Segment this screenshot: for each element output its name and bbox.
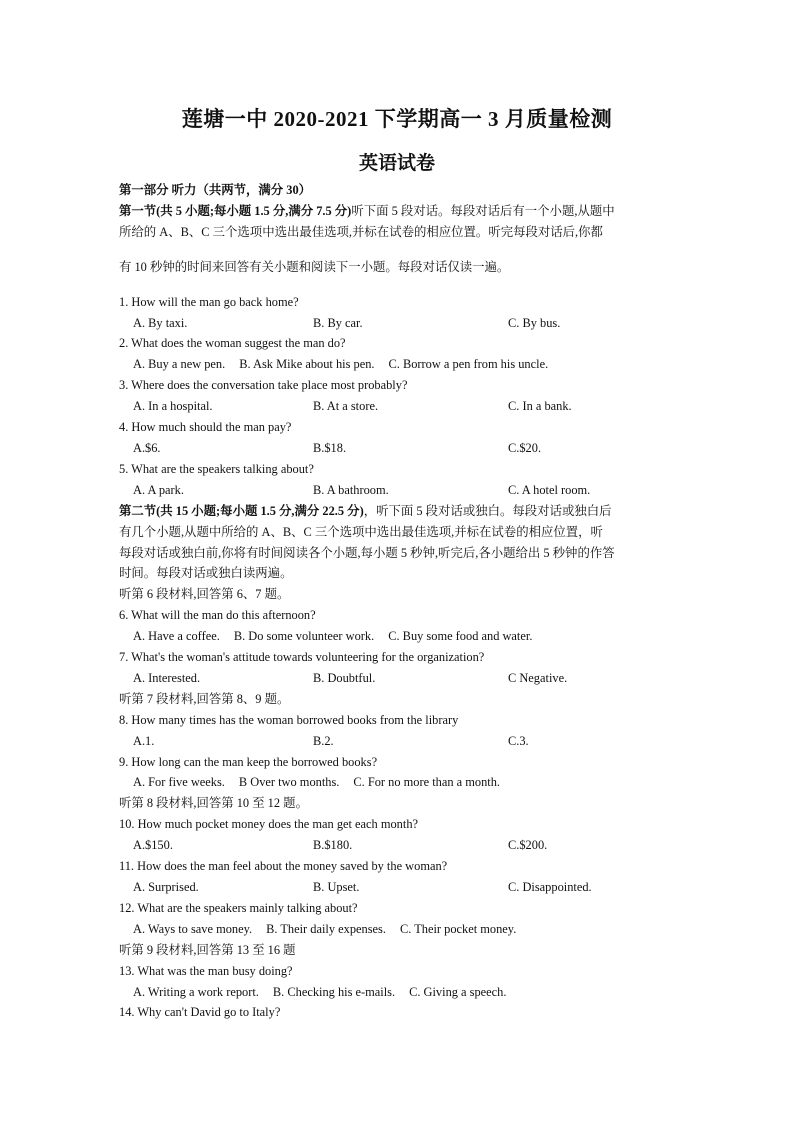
options-1 (119, 313, 679, 334)
option-c: C. A hotel room. (508, 482, 591, 497)
option-a: A.$6. (133, 440, 161, 455)
option-b: B. A bathroom. (313, 482, 389, 497)
section2-bold-intro: 第二节(共 15 小题;每小题 1.5 分,满分 22.5 分) (119, 503, 364, 518)
section2-intro-line1 (119, 501, 679, 522)
question-8: 8. How many times has the woman borrowed books from the library (119, 712, 459, 727)
option-b: B. At a store. (313, 399, 379, 414)
options-13 (119, 982, 679, 1003)
options-8 (119, 731, 679, 752)
option-b: B. Doubtful. (313, 670, 376, 685)
question-10: 10. How much pocket money does the man get each month? (119, 817, 419, 832)
options-9 (119, 772, 679, 793)
material-9: 听第 9 段材料,回答第 13 至 16 题 (119, 942, 296, 957)
material-7: 听第 7 段材料,回答第 8、9 题。 (119, 691, 290, 706)
question-1: 1. How will the man go back home? (119, 294, 299, 309)
option-a: A. In a hospital. (133, 399, 213, 414)
section2-intro-rest: ，听下面 5 段对话或独白。每段对话或独白后 (363, 503, 612, 518)
option-c: C. Buy some food and water. (388, 629, 533, 644)
exam-body (119, 180, 679, 1023)
question-12: 12. What are the speakers mainly talking about? (119, 900, 358, 915)
option-c: C. By bus. (508, 315, 561, 330)
question-14: 14. Why can't David go to Italy? (119, 1005, 281, 1020)
question-9: 9. How long can the man keep the borrowed books? (119, 754, 378, 769)
section1-intro-rest: 听下面 5 段对话。每段对话后有一个小题,从题中 (351, 203, 615, 218)
options-10 (119, 835, 679, 856)
option-a: A. A park. (133, 482, 184, 497)
question-13: 13. What was the man busy doing? (119, 963, 293, 978)
options-11 (119, 877, 679, 898)
option-a: A. Buy a new pen. (133, 357, 226, 372)
options-5 (119, 480, 679, 501)
question-7: 7. What's the woman's attitude towards volunteering for the organization? (119, 650, 485, 665)
options-12 (119, 919, 679, 940)
section2-intro-line3: 每段对话或独白前,你将有时间阅读各个小题,每小题 5 秒钟,听完后,各小题给出 5 秒钟的作答 (119, 545, 615, 560)
section1-intro-line1 (119, 201, 679, 222)
question-5: 5. What are the speakers talking about? (119, 461, 314, 476)
exam-subtitle: 英语试卷 (358, 153, 435, 174)
option-a: A. Interested. (133, 670, 201, 685)
question-4: 4. How much should the man pay? (119, 420, 292, 435)
option-c: C.3. (508, 733, 529, 748)
question-6: 6. What will the man do this afternoon? (119, 608, 316, 623)
option-b: B. Ask Mike about his pen. (239, 357, 375, 372)
section2-intro-line4: 时间。每段对话或独白读两遍。 (119, 566, 293, 581)
option-a: A. Ways to save money. (133, 921, 253, 936)
question-3: 3. Where does the conversation take place most probably? (119, 378, 408, 393)
option-a: A. Writing a work report. (133, 984, 259, 999)
option-b: B. Upset. (313, 880, 360, 894)
option-c: C. Borrow a pen from his uncle. (388, 357, 549, 372)
option-c: C. Disappointed. (508, 880, 592, 894)
option-b: B. By car. (313, 315, 363, 330)
question-2: 2. What does the woman suggest the man do? (119, 336, 346, 351)
option-c: C.$20. (508, 440, 542, 455)
option-b: B. Do some volunteer work. (233, 629, 375, 644)
options-3 (119, 396, 679, 417)
option-c: C. In a bank. (508, 399, 572, 414)
option-c: C. Giving a speech. (409, 984, 507, 999)
option-b: B.$18. (313, 440, 347, 455)
section2-intro-line2: 有几个小题,从题中所给的 A、B、C 三个选项中选出最佳选项,并标在试卷的相应位置，听 (119, 524, 603, 539)
option-b: B.2. (313, 733, 334, 748)
options-4 (119, 438, 679, 459)
option-c: C Negative. (508, 670, 568, 685)
option-a: A. Have a coffee. (133, 629, 220, 644)
option-b: B Over two months. (238, 775, 340, 790)
option-a: A. For five weeks. (133, 775, 225, 790)
option-a: A.$150. (133, 838, 173, 853)
section1-intro-line2: 所给的 A、B、C 三个选项中选出最佳选项,并标在试卷的相应位置。听完每段对话后,你都 (119, 224, 603, 239)
options-7 (119, 668, 679, 689)
part1-heading: 第一部分 听力（共两节，满分 30） (119, 183, 312, 197)
material-8: 听第 8 段材料,回答第 10 至 12 题。 (119, 796, 308, 811)
material-6: 听第 6 段材料,回答第 6、7 题。 (119, 587, 290, 602)
options-2 (119, 354, 679, 375)
option-b: B. Checking his e-mails. (272, 984, 396, 999)
option-a: A. By taxi. (133, 315, 188, 330)
option-b: B. Their daily expenses. (266, 921, 386, 936)
option-a: A. Surprised. (133, 880, 199, 894)
exam-title: 莲塘一中 2020-2021 下学期高一 3 月质量检测 (181, 107, 613, 131)
option-b: B.$180. (313, 838, 353, 853)
question-11: 11. How does the man feel about the money saved by the woman? (119, 859, 448, 874)
option-c: C.$200. (508, 838, 548, 853)
section1-intro-line3: 有 10 秒钟的时间来回答有关小题和阅读下一小题。每段对话仅读一遍。 (119, 259, 510, 274)
option-c: C. Their pocket money. (399, 921, 517, 936)
options-6 (119, 626, 679, 647)
option-a: A.1. (133, 733, 155, 748)
section1-bold-intro: 第一节(共 5 小题;每小题 1.5 分,满分 7.5 分) (119, 203, 352, 218)
option-c: C. For no more than a month. (353, 775, 500, 790)
